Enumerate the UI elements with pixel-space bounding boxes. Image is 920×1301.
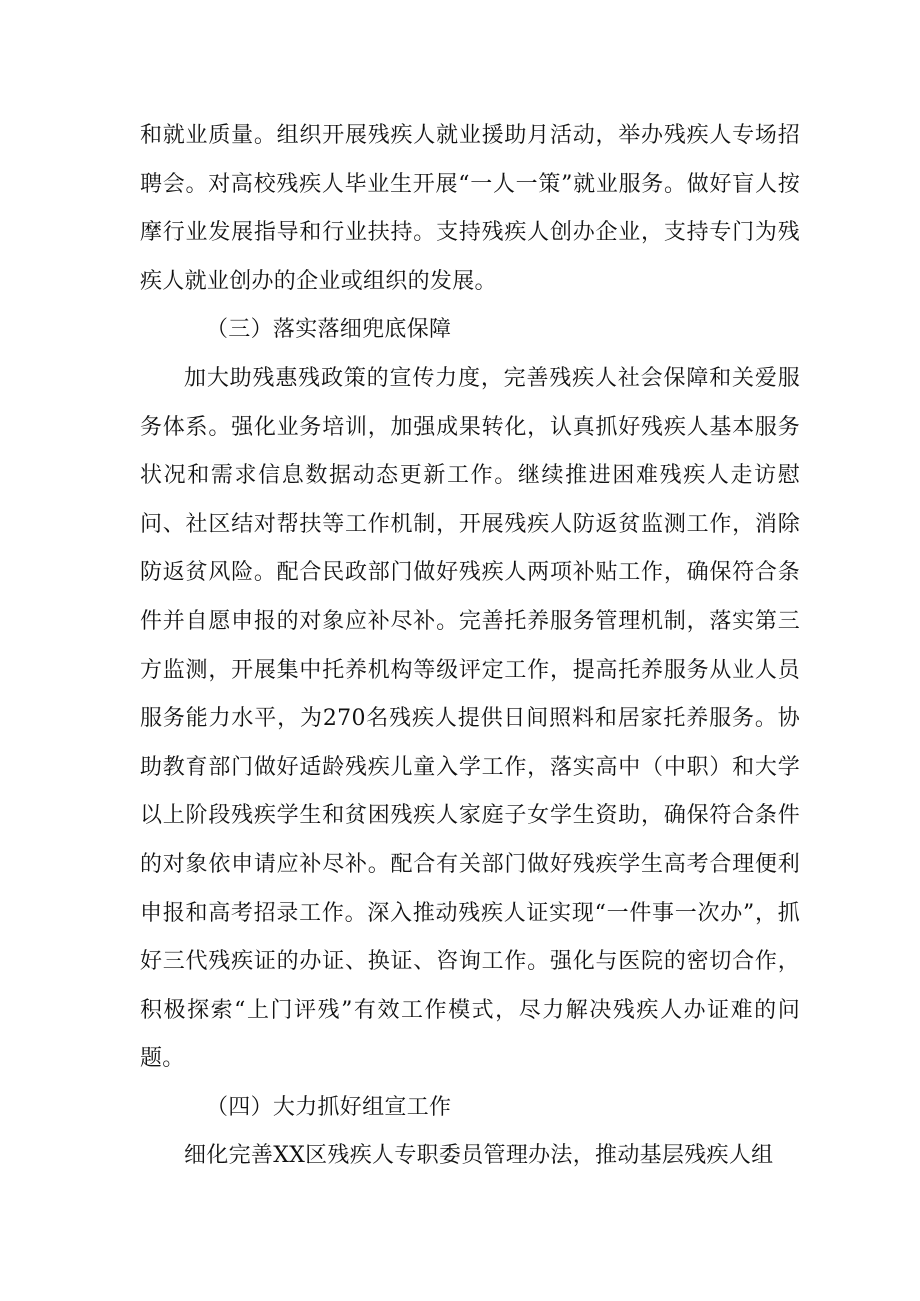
paragraph-safety-net: 加大助残惠残政策的宣传力度，完善残疾人社会保障和关爱服务体系。强化业务培训，加强成果转化，认真抓好残疾人基本服务状况和需求信息数据动态更新工作。继续推进困难残疾人走访慰问、社区结对帮扶等工作机制，开展残疾人防返贫监测工作，消除防返贫风险。配合民政部门做好残疾人两项补贴工作，确保符合条件并自愿申报的对象应补尽补。完善托养服务管理机制，落实第三方监测，开展集中托养机构等级评定工作，提高托养服务从业人员服务能力水平，为270名残疾人提供日间照料和居家托养服务。协助教育部门做好适龄残疾儿童入学工作，落实高中（中职）和大学以上阶段残疾学生和贫困残疾人家庭子女学生资助，确保符合条件的对象依申请应补尽补。配合有关部门做好残疾学生高考合理便利申报和高考招录工作。深入推动残疾人证实现“一件事一次办”，抓好三代残疾证的办证、换证、咨询工作。强化与医院的密切合作，积极探索“上门评残”有效工作模式，尽力解决残疾人办证难的问题。 bbox=[140, 365, 800, 1072]
paragraph-organization: 细化完善XX区残疾人专职委员管理办法，推动基层残疾人组 bbox=[184, 1143, 774, 1169]
section-heading-four: （四）大力抓好组宣工作 bbox=[206, 1094, 452, 1120]
section-heading-three: （三）落实落细兜底保障 bbox=[206, 317, 452, 343]
document-page bbox=[140, 112, 800, 1181]
paragraph-employment-quality: 和就业质量。组织开展残疾人就业援助月活动，举办残疾人专场招聘会。对高校残疾人毕业生开展“一人一策”就业服务。做好盲人按摩行业发展指导和行业扶持。支持残疾人创办企业，支持专门为残疾人就业创办的企业或组织的发展。 bbox=[140, 123, 800, 294]
